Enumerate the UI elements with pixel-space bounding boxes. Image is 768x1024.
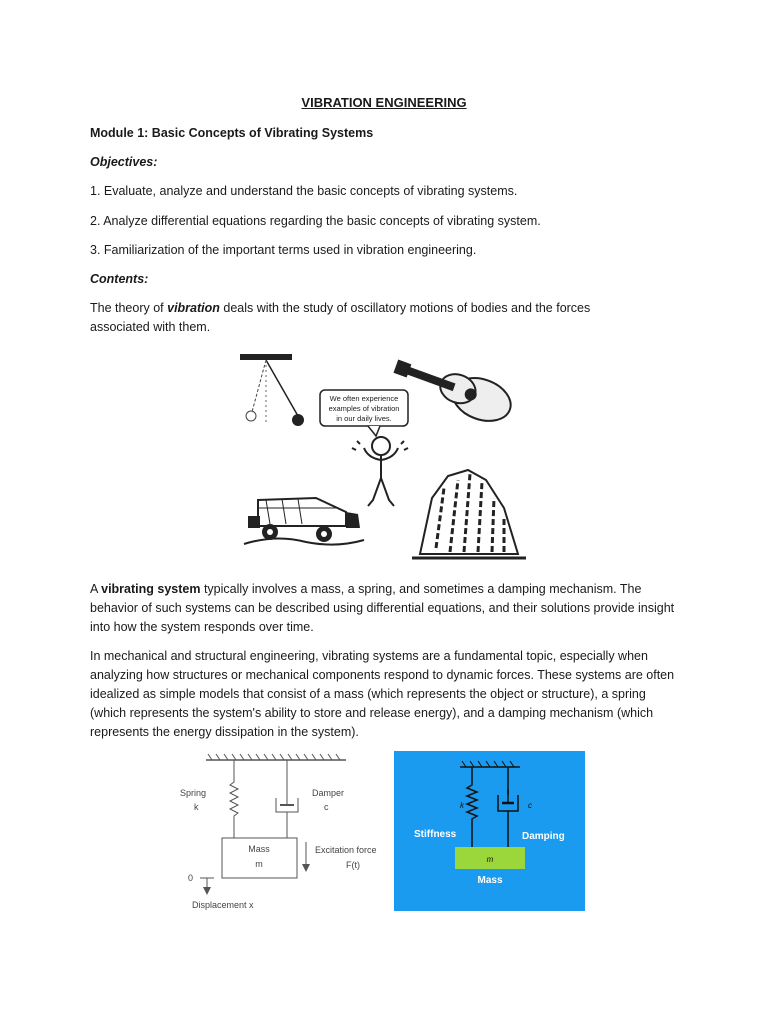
damper-icon — [276, 760, 298, 838]
shaking-building-icon — [412, 470, 526, 558]
excitation-force-label: Excitation force — [315, 845, 377, 855]
displacement-arrow-icon — [200, 878, 214, 895]
excitation-arrow-icon — [302, 842, 310, 872]
displacement-label: Displacement x — [192, 900, 254, 910]
shaking-person-icon — [352, 437, 408, 506]
stiffness-damping-diagram — [394, 751, 585, 911]
mass-m-label: m — [486, 855, 494, 864]
zero-label: 0 — [188, 873, 194, 883]
mass-label: Mass — [477, 875, 503, 886]
vibrating-system-paragraph — [90, 580, 682, 637]
bubble-line-1: We often experience — [329, 394, 399, 403]
stiffness-label: Stiffness — [414, 829, 457, 840]
mass-label: Mass — [248, 844, 270, 854]
stiffness-k-label: k — [460, 801, 464, 810]
speech-bubble — [320, 390, 408, 436]
damper-label: Damper — [312, 788, 345, 798]
para2-text-end: typically involves a mass, a spring, and sometimes a damping mechanism. The behavior of such systems can be described using differential equations, and their solutions provide insight into how the system responds over time. — [90, 582, 675, 634]
spring-mass-damper-schematic — [170, 750, 390, 915]
force-ft-label: F(t) — [346, 860, 360, 870]
intro-text-end: deals with the study of oscillatory motions of bodies and the forces associated with them. — [90, 301, 591, 334]
objective-item-1: 1. Evaluate, analyze and understand the basic concepts of vibrating systems. — [90, 184, 518, 198]
damper-c-label: c — [324, 802, 329, 812]
objective-item-2: 2. Analyze differential equations regarding the basic concepts of vibrating system. — [90, 214, 541, 228]
damping-c-label: c — [528, 801, 532, 810]
vibration-examples-illustration — [236, 348, 532, 560]
bubble-line-2: examples of vibration — [328, 404, 400, 413]
intro-paragraph — [90, 299, 650, 337]
spring-k-label: k — [194, 802, 199, 812]
mass-m-label: m — [255, 859, 263, 869]
para2-text-start: A — [90, 582, 102, 596]
spring-icon — [230, 760, 238, 838]
damping-label: Damping — [522, 831, 565, 842]
truck-icon — [244, 498, 364, 545]
bubble-line-3: in our daily lives. — [336, 414, 392, 423]
intro-term: vibration — [167, 301, 220, 315]
fixed-support-icon — [206, 754, 346, 760]
objectives-heading: Objectives: — [90, 155, 158, 169]
spring-label: Spring — [180, 788, 207, 798]
objective-item-3: 3. Familiarization of the important terms used in vibration engineering. — [90, 243, 477, 257]
mechanical-structural-paragraph: In mechanical and structural engineering, vibrating systems are a fundamental topic, especially when analyzing how structures or mechanical components respond to dynamic forces. These systems are often idealized as simple models that consist of a mass (which represents the object or structure), a spring (which represents the system's ability to store and release energy), and a damping mechanism (which represents the energy dissipation in the system). — [90, 649, 675, 739]
pendulum-icon — [240, 354, 304, 426]
vibrating-system-term: vibrating system — [101, 582, 201, 596]
contents-heading: Contents: — [90, 272, 149, 286]
intro-text-start: The theory of — [90, 301, 168, 315]
document-title: VIBRATION ENGINEERING — [301, 95, 467, 110]
module-heading: Module 1: Basic Concepts of Vibrating Systems — [90, 126, 374, 140]
